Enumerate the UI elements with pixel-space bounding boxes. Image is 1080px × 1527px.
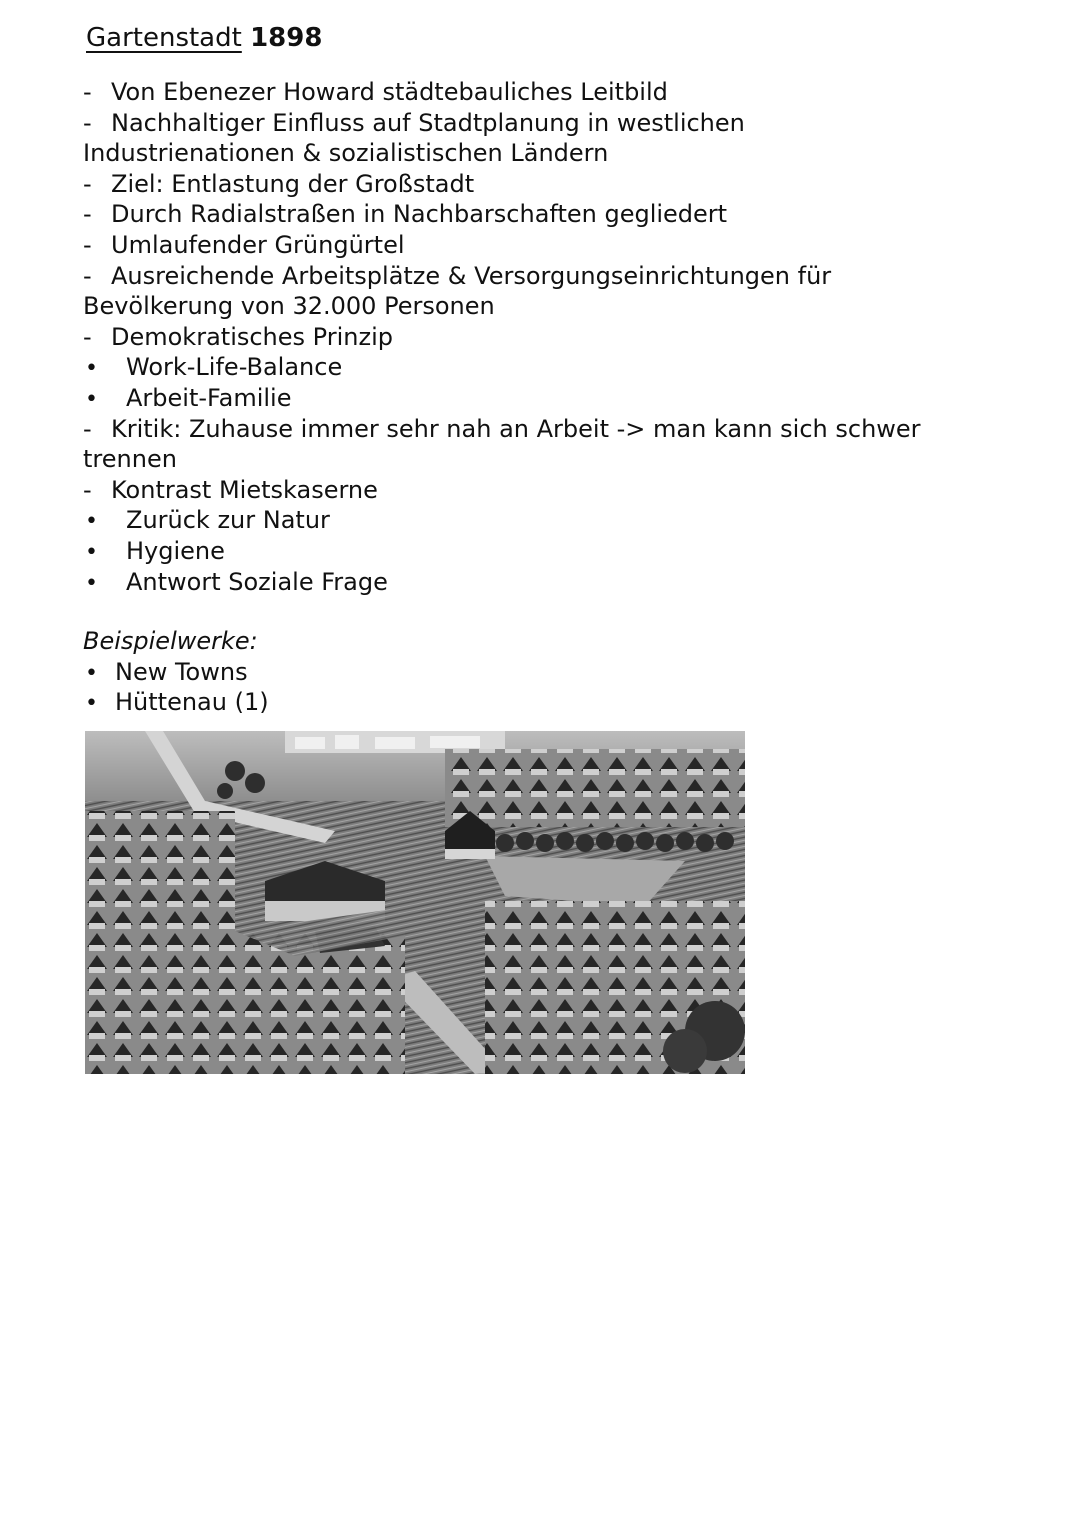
item-text: Hygiene bbox=[126, 536, 225, 565]
dash-marker: - bbox=[83, 322, 92, 351]
list-item bbox=[83, 77, 983, 108]
item-text: Ziel: Entlastung der Großstadt bbox=[111, 169, 475, 198]
page-title bbox=[86, 20, 322, 56]
list-item bbox=[83, 475, 983, 506]
item-text: Hüttenau (1) bbox=[115, 688, 269, 717]
bullet-marker: • bbox=[85, 570, 98, 596]
example-item bbox=[83, 657, 983, 688]
bullet-marker: • bbox=[85, 660, 98, 686]
dash-marker: - bbox=[83, 169, 92, 198]
title-text: Gartenstadt bbox=[86, 23, 242, 53]
item-text: Kritik: Zuhause immer sehr nah an Arbeit -> man kann sich schwer bbox=[111, 414, 921, 443]
item-text: Durch Radialstraßen in Nachbarschaften gegliedert bbox=[111, 200, 728, 229]
sub-bullet-item bbox=[83, 505, 983, 536]
dash-marker: - bbox=[83, 475, 92, 504]
list-item bbox=[83, 414, 983, 445]
item-text: Industrienationen & sozialistischen Ländern bbox=[83, 139, 609, 168]
bullet-marker: • bbox=[85, 691, 98, 717]
bullet-marker: • bbox=[85, 386, 98, 412]
list-item bbox=[83, 199, 983, 230]
title-year: 1898 bbox=[250, 23, 323, 53]
dash-marker: - bbox=[83, 108, 92, 137]
item-text: Bevölkerung von 32.000 Personen bbox=[83, 292, 495, 321]
sub-bullet-item bbox=[83, 536, 983, 567]
list-item-continuation bbox=[83, 138, 983, 169]
dash-marker: - bbox=[83, 78, 92, 106]
item-text: trennen bbox=[83, 445, 177, 474]
list-item-continuation bbox=[83, 291, 983, 322]
aerial-photo bbox=[85, 731, 745, 1074]
item-text: Nachhaltiger Einfluss auf Stadtplanung in westlichen bbox=[111, 108, 745, 137]
item-text: Demokratisches Prinzip bbox=[111, 322, 393, 351]
aerial-photo-graphic bbox=[85, 731, 745, 1074]
item-text: New Towns bbox=[115, 657, 248, 686]
list-item bbox=[83, 169, 983, 200]
dash-marker: - bbox=[83, 230, 92, 259]
item-text: Antwort Soziale Frage bbox=[126, 567, 388, 596]
bullet-marker: • bbox=[85, 509, 98, 535]
dash-marker: - bbox=[83, 261, 92, 290]
notes-list bbox=[83, 77, 983, 718]
item-text: Umlaufender Grüngürtel bbox=[111, 230, 405, 259]
sub-bullet-item bbox=[83, 383, 983, 414]
sub-bullet-item bbox=[83, 567, 983, 598]
example-item bbox=[83, 687, 983, 718]
item-text: Ausreichende Arbeitsplätze & Versorgungseinrichtungen für bbox=[111, 261, 832, 290]
item-text: Arbeit-Familie bbox=[126, 383, 292, 412]
dash-marker: - bbox=[83, 414, 92, 443]
item-text: Kontrast Mietskaserne bbox=[111, 475, 378, 504]
list-item bbox=[83, 322, 983, 353]
item-text: Von Ebenezer Howard städtebauliches Leitbild bbox=[111, 78, 668, 106]
list-item bbox=[83, 261, 983, 292]
spacer bbox=[83, 597, 983, 626]
list-item bbox=[83, 108, 983, 139]
bullet-marker: • bbox=[85, 539, 98, 565]
sub-bullet-item bbox=[83, 352, 983, 383]
item-text: Zurück zur Natur bbox=[126, 506, 330, 535]
dash-marker: - bbox=[83, 200, 92, 229]
list-item-continuation bbox=[83, 444, 983, 475]
bullet-marker: • bbox=[85, 356, 98, 382]
examples-heading: Beispielwerke: bbox=[83, 627, 258, 656]
item-text: Work-Life-Balance bbox=[126, 353, 343, 382]
list-item bbox=[83, 230, 983, 261]
